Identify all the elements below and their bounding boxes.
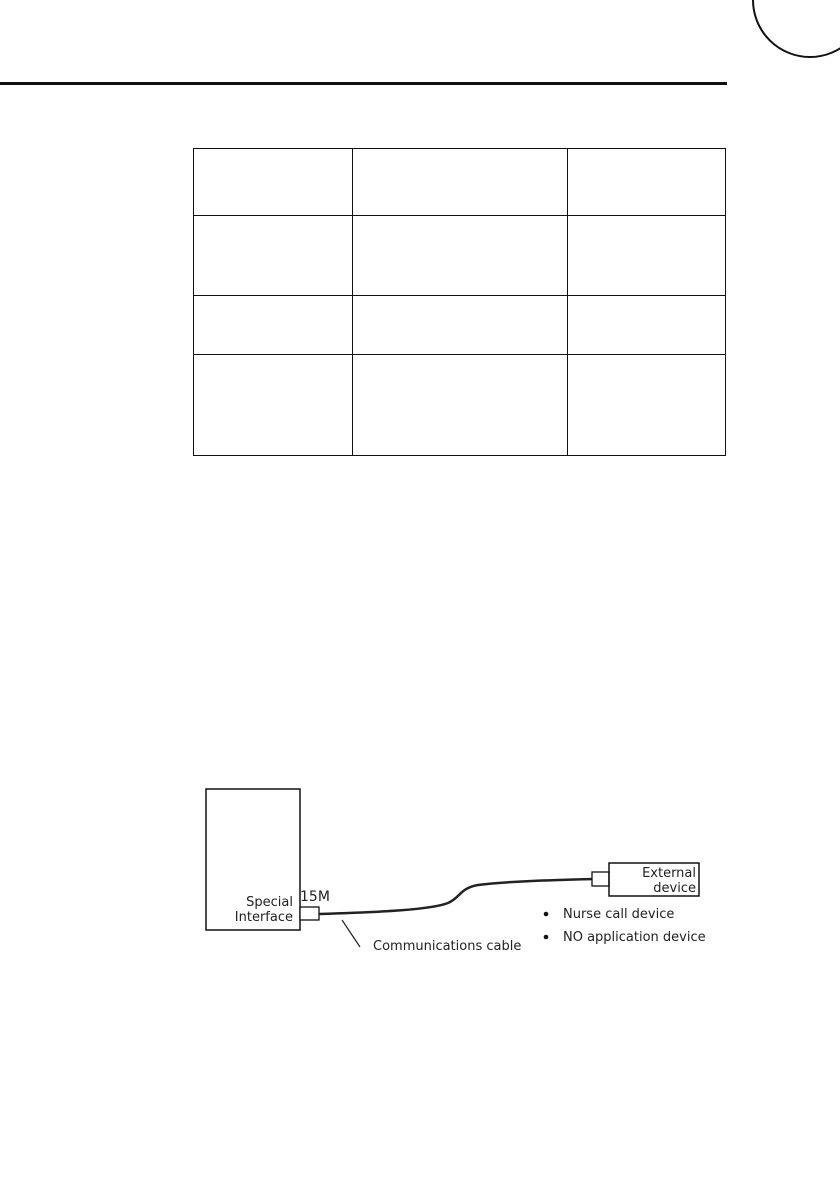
monitor-label-line1: Special xyxy=(246,895,293,910)
connector-label: 15M xyxy=(300,889,330,905)
device-type-item: Nurse call device xyxy=(563,907,675,922)
communications-cable xyxy=(319,879,592,914)
device-type-item: NO application device xyxy=(563,930,706,945)
bullet-icon xyxy=(544,935,549,940)
cable-callout-line xyxy=(342,920,360,947)
external-device-line1: External xyxy=(642,866,696,881)
monitor-label-line2: Interface xyxy=(234,910,293,925)
cable-label: Communications cable xyxy=(373,939,522,954)
external-device-connector xyxy=(592,872,609,886)
interface-connector xyxy=(300,907,319,920)
bullet-icon xyxy=(544,912,549,917)
external-device-line2: device xyxy=(653,881,696,896)
